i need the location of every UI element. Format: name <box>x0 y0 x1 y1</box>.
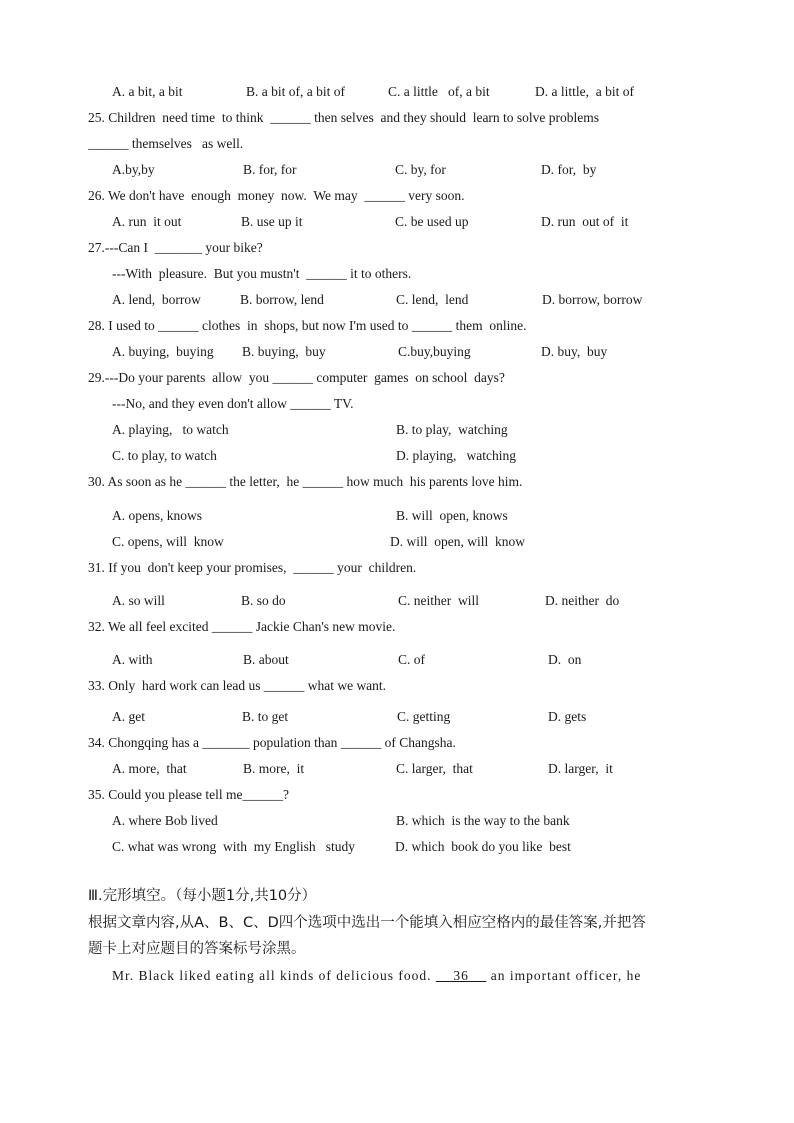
q24-option-c: C. a little of, a bit <box>388 84 490 99</box>
q31-option-b: B. so do <box>241 593 286 608</box>
q29-option-d: D. playing, watching <box>396 448 516 463</box>
q31-stem: 31. If you don't keep your promises, ______ your children. <box>88 560 417 575</box>
q34-option-c: C. larger, that <box>396 761 473 776</box>
q34-option-b: B. more, it <box>243 761 305 776</box>
q28-option-a: A. buying, buying <box>112 344 214 359</box>
passage-first-line <box>112 967 641 985</box>
q28-option-d: D. buy, buy <box>541 344 608 359</box>
q24-option-a: A. a bit, a bit <box>112 84 183 99</box>
section-instructions-line2: 题卡上对应题目的答案标号涂黑。 <box>88 941 306 957</box>
q30-option-c: C. opens, will know <box>112 534 224 549</box>
passage-text-rest: an important officer, he <box>486 968 642 983</box>
q32-stem: 32. We all feel excited ______ Jackie Chan's new movie. <box>88 619 396 634</box>
q28-option-c: C.buy,buying <box>398 344 471 359</box>
q30-stem: 30. As soon as he ______ the letter, he ______ how much his parents love him. <box>88 474 523 489</box>
q25-stem: 25. Children need time to think ______ then selves and they should learn to solve problems <box>88 110 600 125</box>
blank-36: 36 <box>435 968 487 983</box>
q32-option-b: B. about <box>243 652 289 667</box>
passage-text-start: Mr. Black liked eating all kinds of delicious food. <box>112 968 436 983</box>
q35-option-d: D. which book do you like best <box>395 839 571 854</box>
q35-option-b: B. which is the way to the bank <box>396 813 570 828</box>
q26-option-a: A. run it out <box>112 214 182 229</box>
q25-option-d: D. for, by <box>541 162 597 177</box>
q25-option-c: C. by, for <box>395 162 446 177</box>
q26-option-b: B. use up it <box>241 214 303 229</box>
q29-stem: 29.---Do your parents allow you ______ computer games on school days? <box>88 370 505 385</box>
q27-stem-cont: ---With pleasure. But you mustn't ______ it to others. <box>112 266 412 281</box>
q26-option-d: D. run out of it <box>541 214 629 229</box>
section-instructions-line1: 根据文章内容,从A、B、C、D四个选项中选出一个能填入相应空格内的最佳答案,并把答 <box>88 915 646 931</box>
q29-option-c: C. to play, to watch <box>112 448 217 463</box>
q33-option-d: D. gets <box>548 709 587 724</box>
q25-stem-cont: ______ themselves as well. <box>88 136 244 151</box>
q26-option-c: C. be used up <box>395 214 469 229</box>
q25-option-a: A.by,by <box>112 162 155 177</box>
q34-stem: 34. Chongqing has a _______ population than ______ of Changsha. <box>88 735 456 750</box>
q24-option-b: B. a bit of, a bit of <box>246 84 345 99</box>
q33-option-c: C. getting <box>397 709 451 724</box>
q30-option-b: B. will open, knows <box>396 508 508 523</box>
q34-option-d: D. larger, it <box>548 761 613 776</box>
q25-option-b: B. for, for <box>243 162 297 177</box>
q24-option-d: D. a little, a bit of <box>535 84 634 99</box>
q35-option-a: A. where Bob lived <box>112 813 218 828</box>
section-heading: Ⅲ.完形填空。（每小题1分,共10分） <box>88 888 317 904</box>
q31-option-d: D. neither do <box>545 593 620 608</box>
q29-option-a: A. playing, to watch <box>112 422 229 437</box>
q32-option-d: D. on <box>548 652 582 667</box>
q29-option-b: B. to play, watching <box>396 422 508 437</box>
q31-option-a: A. so will <box>112 593 165 608</box>
q30-option-a: A. opens, knows <box>112 508 202 523</box>
q32-option-a: A. with <box>112 652 153 667</box>
q33-option-b: B. to get <box>242 709 289 724</box>
q28-option-b: B. buying, buy <box>242 344 326 359</box>
q33-stem: 33. Only hard work can lead us ______ what we want. <box>88 678 387 693</box>
q27-option-a: A. lend, borrow <box>112 292 201 307</box>
q29-stem-cont: ---No, and they even don't allow ______ TV. <box>112 396 354 411</box>
q34-option-a: A. more, that <box>112 761 187 776</box>
q30-option-d: D. will open, will know <box>390 534 525 549</box>
q27-option-b: B. borrow, lend <box>240 292 324 307</box>
q27-stem: 27.---Can I _______ your bike? <box>88 240 263 255</box>
q27-option-d: D. borrow, borrow <box>542 292 643 307</box>
q27-option-c: C. lend, lend <box>396 292 469 307</box>
q35-stem: 35. Could you please tell me______? <box>88 787 289 802</box>
q31-option-c: C. neither will <box>398 593 479 608</box>
q26-stem: 26. We don't have enough money now. We may ______ very soon. <box>88 188 465 203</box>
q32-option-c: C. of <box>398 652 425 667</box>
q33-option-a: A. get <box>112 709 145 724</box>
q28-stem: 28. I used to ______ clothes in shops, but now I'm used to ______ them online. <box>88 318 527 333</box>
q35-option-c: C. what was wrong with my English study <box>112 839 355 854</box>
